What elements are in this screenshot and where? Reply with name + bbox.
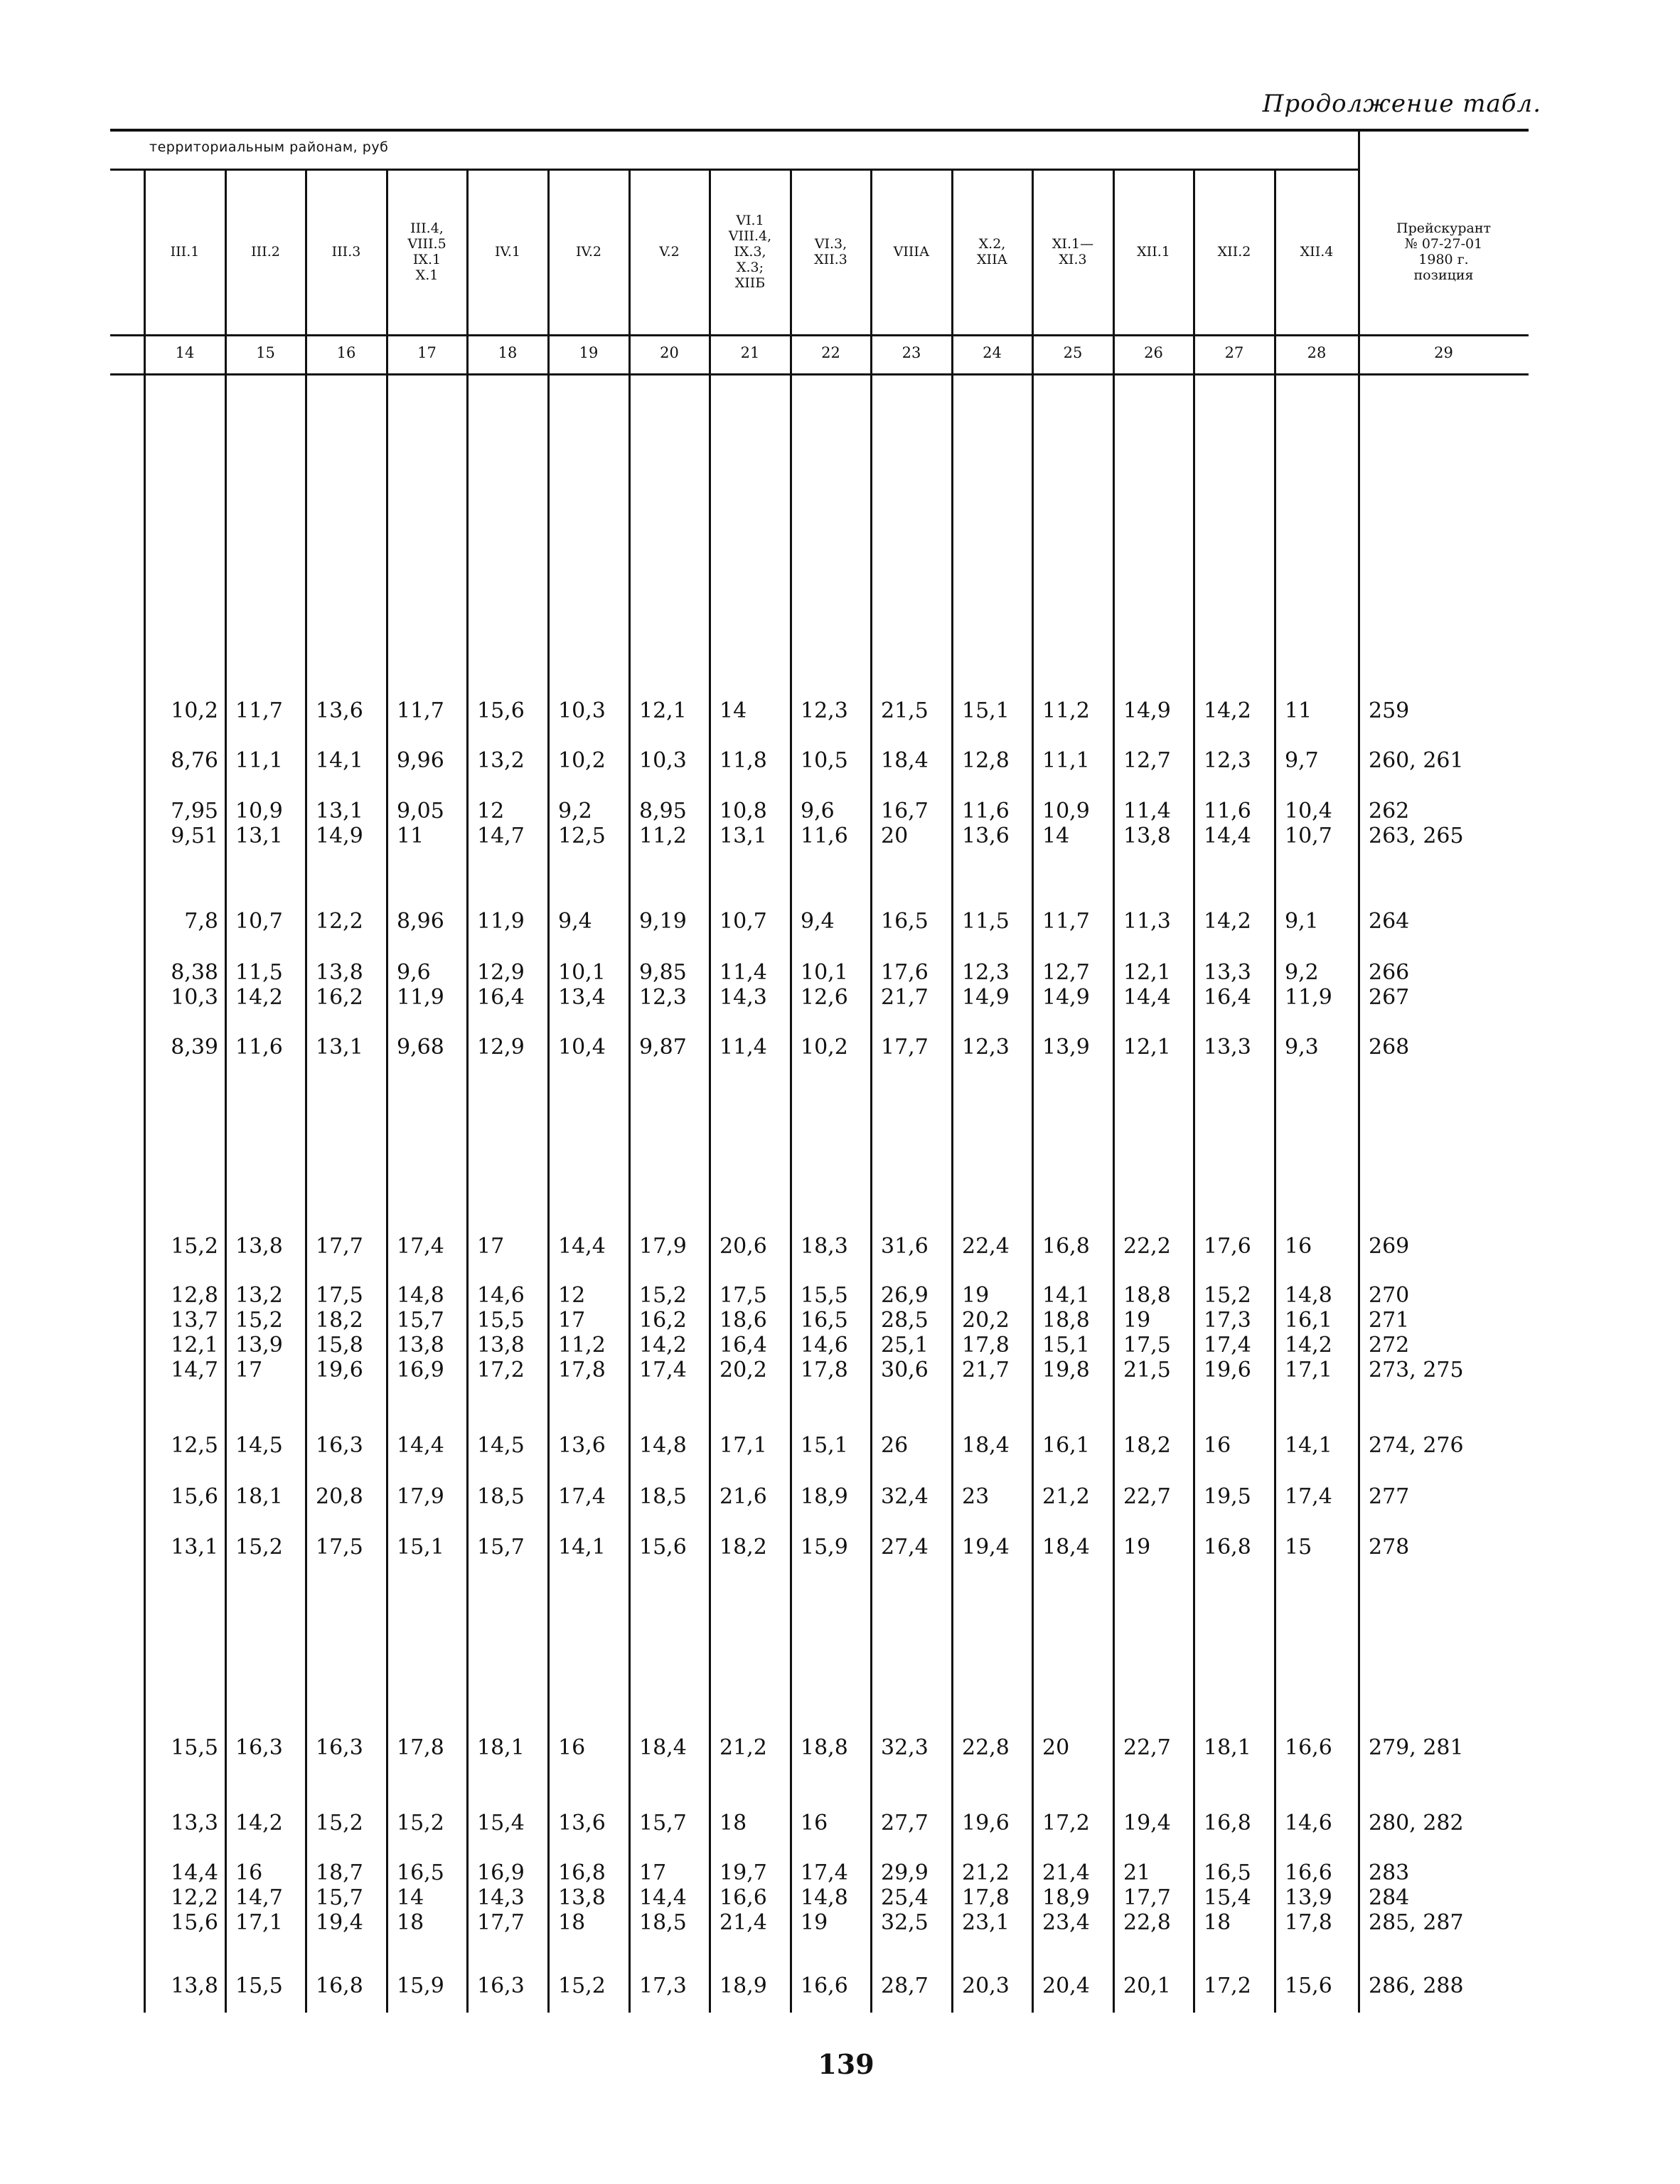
position-cell: 286, 288	[1369, 1973, 1464, 1998]
column-header: IV.1	[494, 243, 521, 260]
price-cell: 11,8	[719, 748, 767, 773]
price-cell: 14,2	[1204, 909, 1251, 934]
position-cell: 259	[1369, 698, 1410, 723]
price-cell: 11,9	[477, 909, 525, 934]
price-cell: 11,1	[235, 748, 283, 773]
price-cell: 11,3	[1123, 909, 1171, 934]
position-cell: 264	[1369, 909, 1410, 934]
header-group-label: территориальным районам, руб	[149, 139, 389, 155]
price-cell: 17,1	[719, 1433, 767, 1458]
price-cell: 10,9 13,1	[235, 799, 283, 848]
price-cell: 17 14,4 18,5	[639, 1860, 687, 1935]
price-cell: 15,2 16,2 14,2 17,4	[639, 1283, 687, 1383]
price-cell: 18,8 19 17,5 21,5	[1123, 1283, 1171, 1383]
column-number: 18	[498, 344, 518, 361]
price-cell: 16,8	[1204, 1535, 1251, 1560]
price-cell: 22,7	[1123, 1484, 1171, 1509]
price-cell: 22,7	[1123, 1735, 1171, 1760]
price-cell: 12,8 13,7 12,1 14,7	[171, 1283, 218, 1383]
price-cell: 8,38 10,3	[171, 960, 218, 1010]
price-cell: 15,7	[477, 1535, 525, 1560]
price-cell: 14	[719, 698, 747, 723]
price-cell: 27,7	[881, 1811, 929, 1836]
price-cell: 12,3	[1204, 748, 1251, 773]
column-divider	[1274, 169, 1276, 2013]
price-cell: 15,1	[801, 1433, 848, 1458]
price-cell: 21,5	[881, 698, 929, 723]
price-cell: 10,4	[558, 1035, 606, 1060]
price-cell: 15,9	[397, 1973, 444, 1998]
column-divider	[1193, 169, 1195, 2013]
price-cell: 10,3	[639, 748, 687, 773]
price-cell: 14,4 12,2 15,6	[171, 1860, 218, 1935]
price-cell: 9,2 11,9	[1285, 960, 1332, 1010]
price-cell: 11,5 14,2	[235, 960, 283, 1010]
price-cell: 15,6	[639, 1535, 687, 1560]
price-cell: 17,6 21,7	[881, 960, 929, 1010]
price-cell: 9,68	[397, 1035, 444, 1060]
price-cell: 18,8	[801, 1735, 848, 1760]
column-divider	[305, 169, 307, 2013]
column-number-rule	[110, 373, 1529, 375]
position-cell: 270 271 272 273, 275	[1369, 1283, 1464, 1383]
price-cell: 19	[1123, 1535, 1151, 1560]
column-divider	[951, 169, 953, 2013]
column-divider	[709, 169, 711, 2013]
price-cell: 13,2	[477, 748, 525, 773]
price-cell: 21,4 18,9 23,4	[1042, 1860, 1090, 1935]
price-cell: 12,1	[639, 698, 687, 723]
price-cell: 12,5	[171, 1433, 218, 1458]
price-cell: 18,4	[962, 1433, 1010, 1458]
price-cell: 17,7	[316, 1234, 363, 1259]
price-cell: 14,1 18,8 15,1 19,8	[1042, 1283, 1090, 1383]
position-cell: 280, 282	[1369, 1811, 1464, 1836]
price-cell: 21,2	[719, 1735, 767, 1760]
price-cell: 20,4	[1042, 1973, 1090, 1998]
price-cell: 12,1 14,4	[1123, 960, 1171, 1010]
price-cell: 16	[1285, 1234, 1312, 1259]
price-cell: 17,6	[1204, 1234, 1251, 1259]
price-cell: 20,3	[962, 1973, 1010, 1998]
price-cell: 29,9 25,4 32,5	[881, 1860, 929, 1935]
price-cell: 18,5	[639, 1484, 687, 1509]
price-cell: 18	[719, 1811, 747, 1836]
price-cell: 11,6	[235, 1035, 283, 1060]
price-cell: 15,2	[558, 1973, 606, 1998]
price-cell: 15,4	[477, 1811, 525, 1836]
price-cell: 14,6 15,5 13,8 17,2	[477, 1283, 525, 1383]
price-cell: 17,5 18,2 15,8 19,6	[316, 1283, 363, 1383]
price-cell: 12,2	[316, 909, 363, 934]
price-cell: 16,9 14,3 17,7	[477, 1860, 525, 1935]
price-cell: 9,4	[558, 909, 592, 934]
price-cell: 10,8 13,1	[719, 799, 767, 848]
price-cell: 9,1	[1285, 909, 1319, 934]
price-cell: 12,1	[1123, 1035, 1171, 1060]
price-cell: 15,7	[639, 1811, 687, 1836]
price-cell: 7,95 9,51	[171, 799, 218, 848]
price-cell: 19,5	[1204, 1484, 1251, 1509]
column-divider	[1358, 129, 1360, 2013]
price-cell: 17,8	[397, 1735, 444, 1760]
price-cell: 16	[558, 1735, 586, 1760]
price-cell: 21 17,7 22,8	[1123, 1860, 1171, 1935]
position-cell: 262 263, 265	[1369, 799, 1464, 848]
price-cell: 17,2	[1042, 1811, 1090, 1836]
price-cell: 15,2 17,3 17,4 19,6	[1204, 1283, 1251, 1383]
price-cell: 8,96	[397, 909, 444, 934]
price-cell: 16,8	[316, 1973, 363, 1998]
price-cell: 18,2	[719, 1535, 767, 1560]
header-rule	[110, 334, 1529, 336]
price-cell: 15,6	[171, 1484, 218, 1509]
price-cell: 14,1	[1285, 1433, 1332, 1458]
position-cell: 266 267	[1369, 960, 1410, 1010]
column-header: X.2, XIIА	[977, 235, 1007, 267]
price-cell: 10,5	[801, 748, 848, 773]
price-cell: 12,9 16,4	[477, 960, 525, 1010]
column-header: XII.4	[1300, 243, 1334, 260]
price-cell: 16	[801, 1811, 828, 1836]
column-number: 27	[1224, 344, 1244, 361]
price-cell: 17,4	[397, 1234, 444, 1259]
column-header: VI.1 VIII.4, IX.3, X.3; XIIБ	[728, 212, 772, 291]
column-divider	[547, 169, 550, 2013]
price-cell: 11	[1285, 698, 1312, 723]
price-cell: 20	[1042, 1735, 1070, 1760]
price-cell: 13,8	[235, 1234, 283, 1259]
price-cell: 14,9	[1123, 698, 1171, 723]
price-cell: 12,7	[1123, 748, 1171, 773]
column-divider	[386, 169, 388, 2013]
position-cell: 279, 281	[1369, 1735, 1464, 1760]
price-cell: 32,4	[881, 1484, 929, 1509]
top-rule	[110, 129, 1529, 132]
price-cell: 8,39	[171, 1035, 218, 1060]
price-cell: 12,7 14,9	[1042, 960, 1090, 1010]
column-divider	[1113, 169, 1115, 2013]
price-cell: 18,1	[477, 1735, 525, 1760]
price-cell: 16,8	[1204, 1811, 1251, 1836]
price-cell: 15,9	[801, 1535, 848, 1560]
position-cell: 269	[1369, 1234, 1410, 1259]
price-cell: 8,95 11,2	[639, 799, 687, 848]
price-cell: 18,2	[1123, 1433, 1171, 1458]
price-cell: 13,6	[558, 1433, 606, 1458]
column-header: III.2	[251, 243, 280, 260]
price-cell: 16,8	[1042, 1234, 1090, 1259]
price-cell: 17,5	[316, 1535, 363, 1560]
price-cell: 23	[962, 1484, 990, 1509]
price-cell: 13,1 14,9	[316, 799, 363, 848]
price-cell: 17,9	[397, 1484, 444, 1509]
price-cell: 13,3 16,4	[1204, 960, 1251, 1010]
price-cell: 11,2	[1042, 698, 1090, 723]
price-cell: 26	[881, 1433, 909, 1458]
price-cell: 14,1	[316, 748, 363, 773]
price-cell: 17,2	[1204, 1973, 1251, 1998]
price-cell: 15,5	[171, 1735, 218, 1760]
column-header: XII.2	[1217, 243, 1251, 260]
price-cell: 16,1	[1042, 1433, 1090, 1458]
column-number: 19	[579, 344, 599, 361]
price-cell: 17,4	[558, 1484, 606, 1509]
price-cell: 11,7	[235, 698, 283, 723]
price-cell: 9,85 12,3	[639, 960, 687, 1010]
price-cell: 12,8	[962, 748, 1010, 773]
price-cell: 15,2	[171, 1234, 218, 1259]
price-cell: 16,6	[801, 1973, 848, 1998]
price-cell: 12,3	[801, 698, 848, 723]
price-cell: 19,4	[962, 1535, 1010, 1560]
position-cell: 268	[1369, 1035, 1410, 1060]
price-cell: 19,4	[1123, 1811, 1171, 1836]
price-cell: 16,7 20	[881, 799, 929, 848]
price-cell: 11,7	[1042, 909, 1090, 934]
column-number: 20	[660, 344, 679, 361]
price-cell: 14,5	[235, 1433, 283, 1458]
price-cell: 9,3	[1285, 1035, 1319, 1060]
price-cell: 17,5 18,6 16,4 20,2	[719, 1283, 767, 1383]
price-cell: 16,6 13,9 17,8	[1285, 1860, 1332, 1935]
price-cell: 19 20,2 17,8 21,7	[962, 1283, 1010, 1383]
price-cell: 14,2	[1204, 698, 1251, 723]
price-cell: 11,1	[1042, 748, 1090, 773]
price-cell: 19,7 16,6 21,4	[719, 1860, 767, 1935]
price-cell: 19,6	[962, 1811, 1010, 1836]
column-number: 24	[983, 344, 1002, 361]
price-cell: 28,7	[881, 1973, 929, 1998]
price-cell: 10,1 13,4	[558, 960, 606, 1010]
price-cell: 14,8	[639, 1433, 687, 1458]
price-cell: 13,6	[316, 698, 363, 723]
price-cell: 21,2 17,8 23,1	[962, 1860, 1010, 1935]
column-number: 26	[1144, 344, 1163, 361]
price-cell: 15,6	[1285, 1973, 1332, 1998]
price-cell: 18,9	[801, 1484, 848, 1509]
price-cell: 18,4	[1042, 1535, 1090, 1560]
price-cell: 9,6 11,9	[397, 960, 444, 1010]
price-cell: 10,2	[558, 748, 606, 773]
price-cell: 9,87	[639, 1035, 687, 1060]
price-cell: 16,5 15,4 18	[1204, 1860, 1251, 1935]
column-number: 23	[901, 344, 921, 361]
price-cell: 9,05 11	[397, 799, 444, 848]
page-number: 139	[818, 2048, 874, 2080]
column-header: III.3	[331, 243, 361, 260]
price-cell: 15,1	[962, 698, 1010, 723]
price-cell: 11,4 13,8	[1123, 799, 1171, 848]
position-cell: 278	[1369, 1535, 1410, 1560]
price-cell: 13,1	[171, 1535, 218, 1560]
price-cell: 10,1 12,6	[801, 960, 848, 1010]
position-cell: 283 284 285, 287	[1369, 1860, 1464, 1935]
price-cell: 17,9	[639, 1234, 687, 1259]
price-cell: 32,3	[881, 1735, 929, 1760]
price-cell: 27,4	[881, 1535, 929, 1560]
price-cell: 9,4	[801, 909, 835, 934]
price-cell: 10,7	[719, 909, 767, 934]
price-cell: 8,76	[171, 748, 218, 773]
price-cell: 15,6	[477, 698, 525, 723]
price-cell: 18,5	[477, 1484, 525, 1509]
column-number: 21	[740, 344, 760, 361]
price-cell: 18,1	[235, 1484, 283, 1509]
price-cell: 22,2	[1123, 1234, 1171, 1259]
column-number: 29	[1434, 344, 1453, 361]
price-cell: 13,8	[171, 1973, 218, 1998]
price-cell: 18,4	[639, 1735, 687, 1760]
price-cell: 14,6	[1285, 1811, 1332, 1836]
price-cell: 16 14,7 17,1	[235, 1860, 283, 1935]
column-header: VIIIА	[893, 243, 930, 260]
column-header: VI.3, XII.3	[814, 235, 847, 267]
price-cell: 17	[477, 1234, 505, 1259]
price-cell: 9,19	[639, 909, 687, 934]
price-cell: 10,2	[171, 698, 218, 723]
price-cell: 13,8 16,2	[316, 960, 363, 1010]
column-divider	[466, 169, 469, 2013]
price-cell: 11,5	[962, 909, 1010, 934]
price-cell: 12,9	[477, 1035, 525, 1060]
price-cell: 14,4	[397, 1433, 444, 1458]
price-cell: 13,3	[171, 1811, 218, 1836]
price-cell: 9,2 12,5	[558, 799, 606, 848]
column-divider	[790, 169, 792, 2013]
price-cell: 10,3	[558, 698, 606, 723]
column-number: 15	[256, 344, 275, 361]
column-divider	[628, 169, 631, 2013]
subheader-rule	[110, 169, 1359, 171]
price-cell: 22,4	[962, 1234, 1010, 1259]
price-cell: 9,6 11,6	[801, 799, 848, 848]
price-cell: 18,7 15,7 19,4	[316, 1860, 363, 1935]
column-divider	[870, 169, 872, 2013]
price-cell: 7,8	[184, 909, 218, 934]
column-number: 17	[417, 344, 437, 361]
column-header: XII.1	[1137, 243, 1170, 260]
price-cell: 22,8	[962, 1735, 1010, 1760]
price-cell: 18,9	[719, 1973, 767, 1998]
column-header: Прейскурант № 07-27-01 1980 г. позиция	[1396, 220, 1491, 283]
price-cell: 15,1	[397, 1535, 444, 1560]
price-cell: 11,4 14,3	[719, 960, 767, 1010]
price-cell: 17,4	[1285, 1484, 1332, 1509]
price-cell: 11,6 14,4	[1204, 799, 1251, 848]
price-cell: 14,8 15,7 13,8 16,9	[397, 1283, 444, 1383]
price-cell: 10,9 14	[1042, 799, 1090, 848]
column-header: IV.2	[575, 243, 602, 260]
column-number: 14	[175, 344, 195, 361]
price-cell: 20,1	[1123, 1973, 1171, 1998]
price-cell: 9,96	[397, 748, 444, 773]
column-divider	[1032, 169, 1034, 2013]
price-cell: 14,1	[558, 1535, 606, 1560]
price-cell: 13,6	[558, 1811, 606, 1836]
column-header: III.1	[170, 243, 200, 260]
price-cell: 31,6	[881, 1234, 929, 1259]
position-cell: 260, 261	[1369, 748, 1464, 773]
price-cell: 13,1	[316, 1035, 363, 1060]
price-cell: 17,4 14,8 19	[801, 1860, 848, 1935]
price-cell: 21,6	[719, 1484, 767, 1509]
price-cell: 11,6 13,6	[962, 799, 1010, 848]
price-cell: 10,2	[801, 1035, 848, 1060]
price-cell: 15,2	[235, 1535, 283, 1560]
price-cell: 15,2	[397, 1811, 444, 1836]
price-cell: 13,3	[1204, 1035, 1251, 1060]
price-cell: 10,4 10,7	[1285, 799, 1332, 848]
price-cell: 21,2	[1042, 1484, 1090, 1509]
price-cell: 13,2 15,2 13,9 17	[235, 1283, 283, 1383]
price-cell: 15,5 16,5 14,6 17,8	[801, 1283, 848, 1383]
price-cell: 18,1	[1204, 1735, 1251, 1760]
price-cell: 16,6	[1285, 1735, 1332, 1760]
price-cell: 10,7	[235, 909, 283, 934]
price-cell: 13,9	[1042, 1035, 1090, 1060]
price-cell: 14,8 16,1 14,2 17,1	[1285, 1283, 1332, 1383]
price-cell: 16,5 14 18	[397, 1860, 444, 1935]
column-header: XI.1— XI.3	[1052, 235, 1094, 267]
price-cell: 12,3	[962, 1035, 1010, 1060]
price-cell: 12,3 14,9	[962, 960, 1010, 1010]
price-cell: 14,2	[235, 1811, 283, 1836]
price-cell: 20,8	[316, 1484, 363, 1509]
price-cell: 26,9 28,5 25,1 30,6	[881, 1283, 929, 1383]
price-cell: 14,5	[477, 1433, 525, 1458]
price-cell: 20,6	[719, 1234, 767, 1259]
price-cell: 16,3	[235, 1735, 283, 1760]
price-cell: 9,7	[1285, 748, 1319, 773]
price-cell: 15,5	[235, 1973, 283, 1998]
price-cell: 11,4	[719, 1035, 767, 1060]
column-header: III.4, VIII.5 IX.1 X.1	[407, 220, 446, 283]
column-divider	[225, 169, 227, 2013]
position-cell: 277	[1369, 1484, 1410, 1509]
price-cell: 16,3	[477, 1973, 525, 1998]
price-cell: 18,3	[801, 1234, 848, 1259]
column-header: V.2	[659, 243, 680, 260]
price-cell: 11,7	[397, 698, 444, 723]
price-cell: 16	[1204, 1433, 1231, 1458]
price-cell: 15	[1285, 1535, 1312, 1560]
price-cell: 12 14,7	[477, 799, 525, 848]
price-cell: 14,4	[558, 1234, 606, 1259]
column-number: 28	[1307, 344, 1327, 361]
price-cell: 17,3	[639, 1973, 687, 1998]
price-cell: 16,5	[881, 909, 929, 934]
column-number: 25	[1063, 344, 1083, 361]
price-cell: 17,7	[881, 1035, 929, 1060]
price-cell: 12 17 11,2 17,8	[558, 1283, 606, 1383]
price-cell: 18,4	[881, 748, 929, 773]
column-number: 16	[336, 344, 356, 361]
price-cell: 16,8 13,8 18	[558, 1860, 606, 1935]
price-cell: 16,3	[316, 1735, 363, 1760]
table-continuation-caption: Продолжение табл.	[1262, 90, 1541, 118]
position-cell: 274, 276	[1369, 1433, 1464, 1458]
price-cell: 16,3	[316, 1433, 363, 1458]
column-number: 22	[821, 344, 840, 361]
price-cell: 15,2	[316, 1811, 363, 1836]
